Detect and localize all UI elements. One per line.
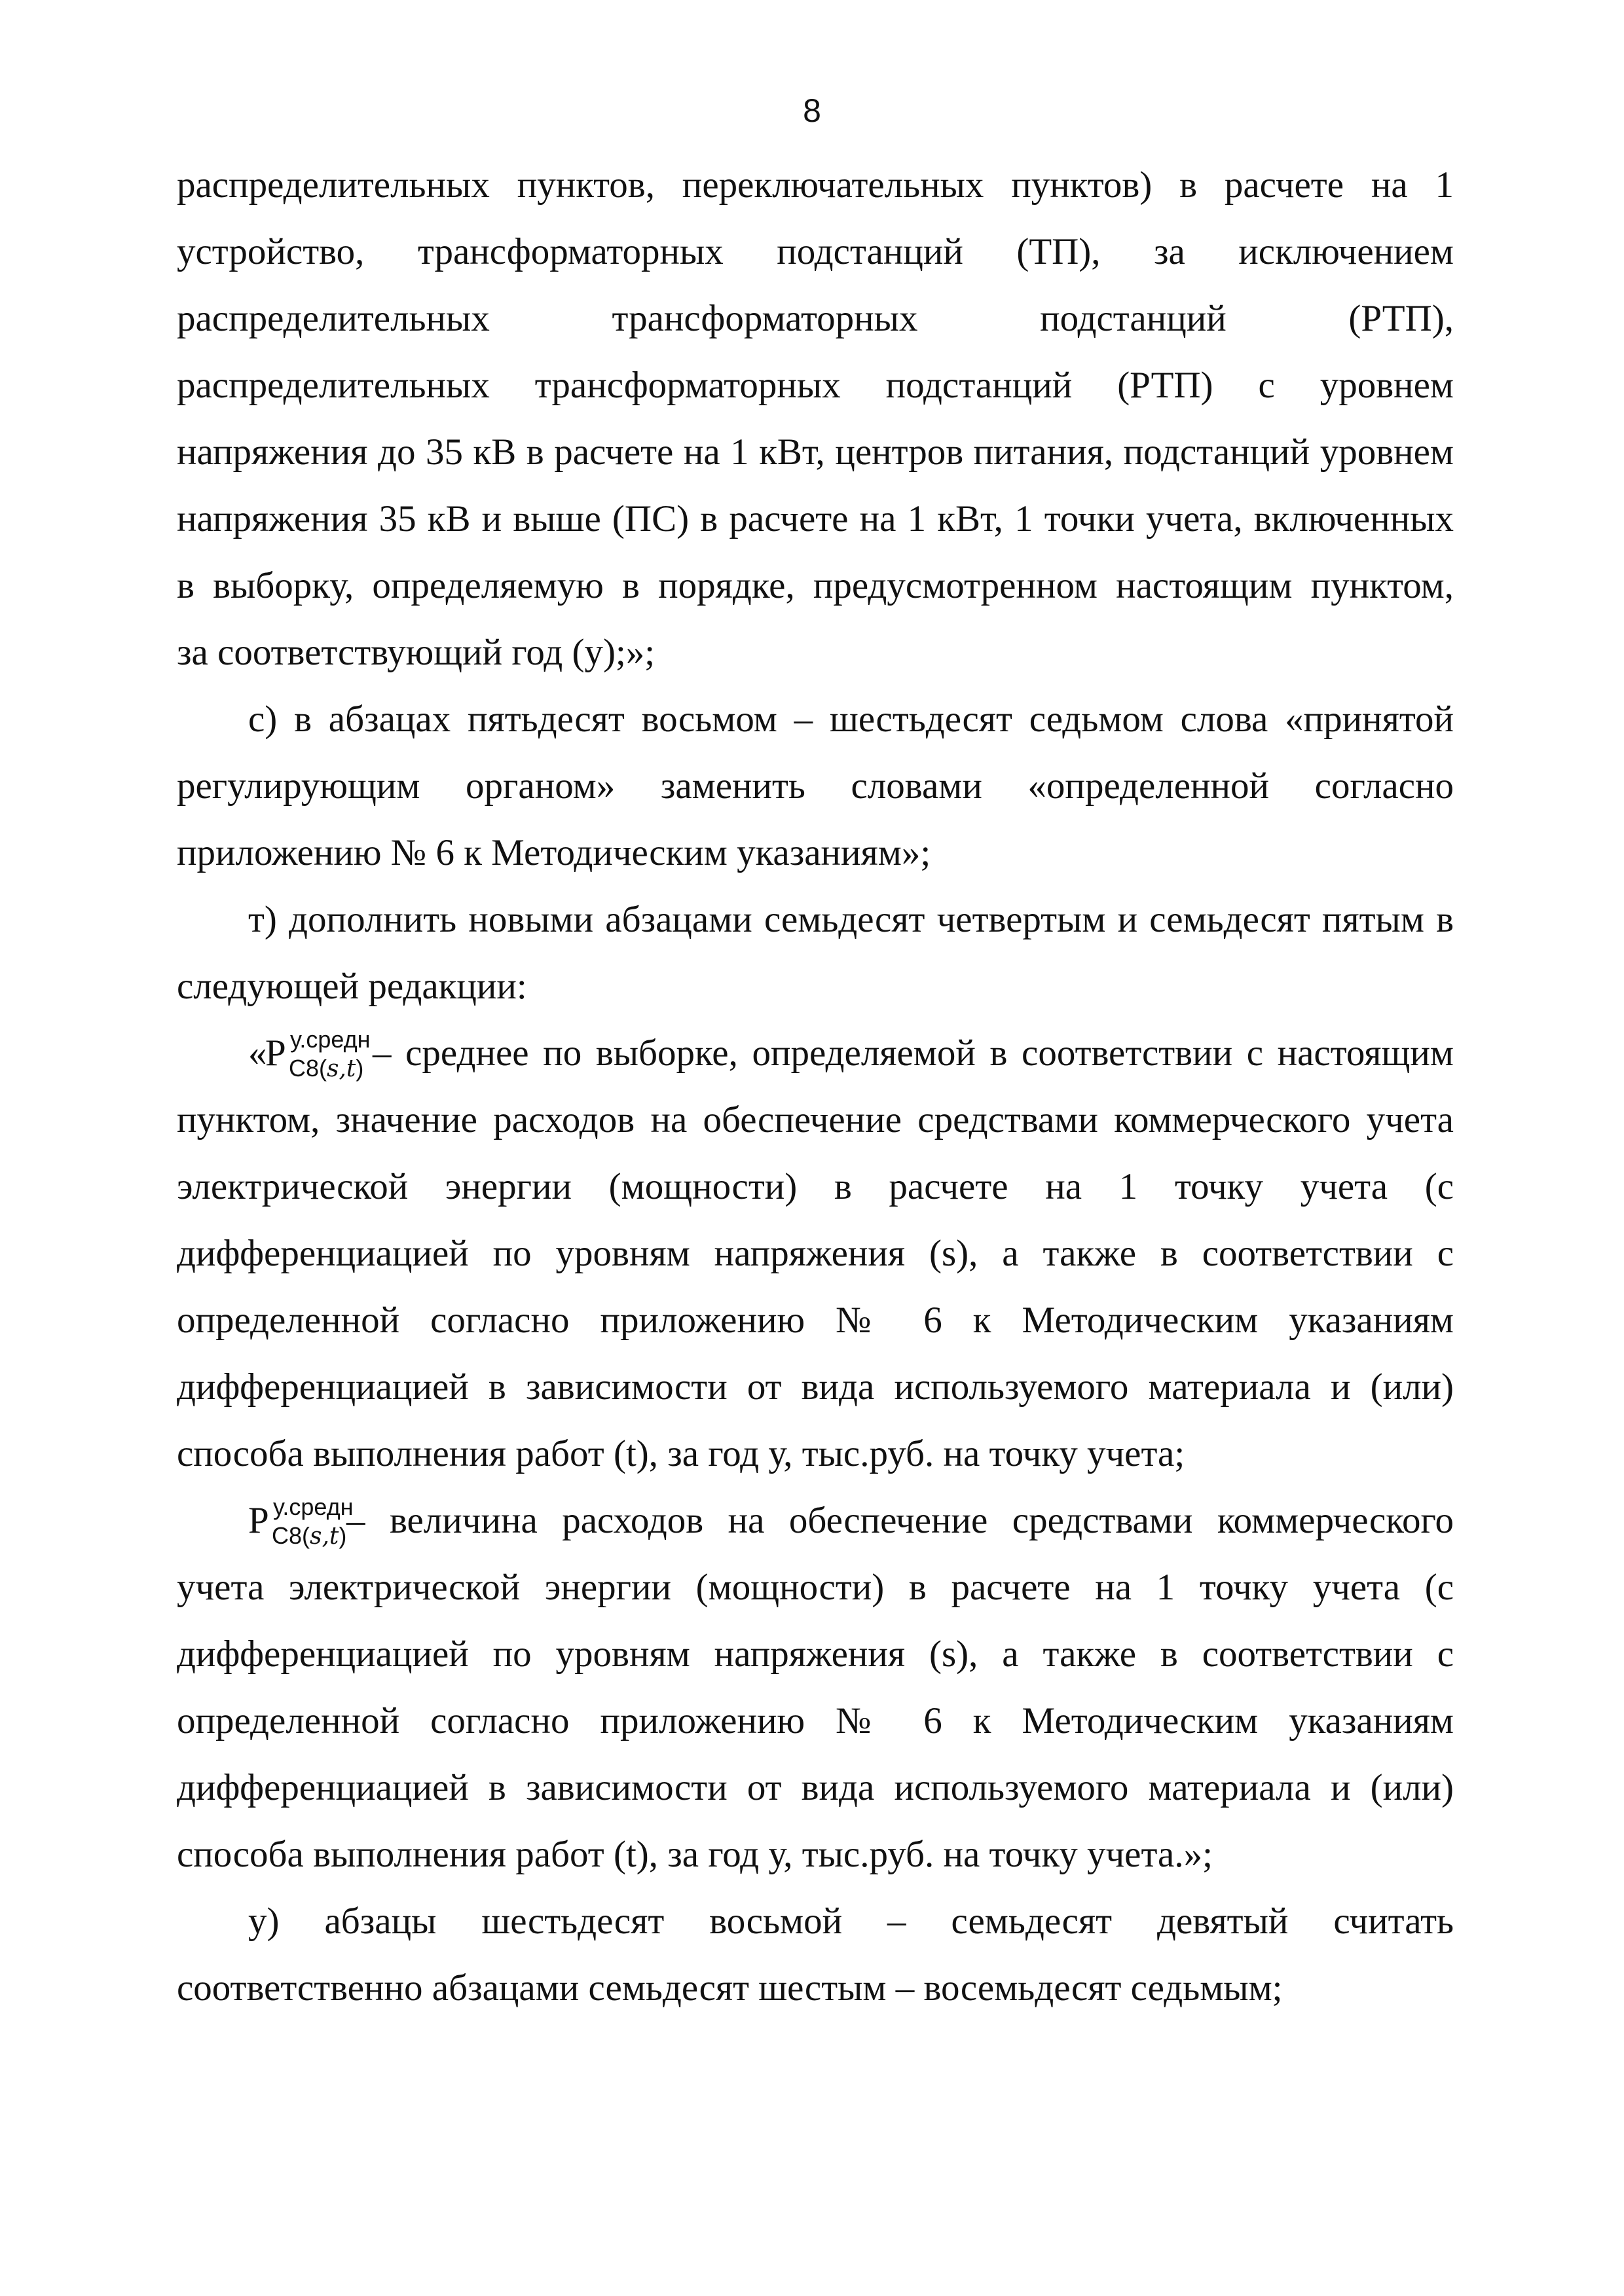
formula-line-text: – среднее по выборке, определяемой в соответствии с настоящим [373, 1032, 1454, 1074]
text-line: дифференциацией в зависимости от вида используемого материала и (или) [177, 1767, 1454, 1808]
formula-line [177, 1487, 1454, 1554]
text-line: регулирующим органом» заменить словами «определенной согласно [177, 765, 1454, 807]
formula-symbol: P [248, 1500, 269, 1541]
paragraph-continuation [177, 152, 1454, 686]
text-line: определенной согласно приложению № 6 к Методическим указаниям [177, 1300, 1454, 1341]
text-line: в выборку, определяемую в порядке, предусмотренном настоящим пунктом, [177, 565, 1454, 606]
formula-subscript-vars: s,t [310, 1523, 339, 1550]
text-line: за соответствующий год (у);»; [177, 632, 655, 673]
text-line: распределительных трансформаторных подстанций (РТП) с уровнем [177, 365, 1454, 406]
paragraph-item-u [177, 1888, 1454, 2022]
paragraph-definition-value [177, 1487, 1454, 1888]
text-line: устройство, трансформаторных подстанций (ТП), за исключением [177, 231, 1454, 272]
text-line: дифференциацией по уровням напряжения (s), а также в соответствии с [177, 1233, 1454, 1274]
page-number: 8 [803, 92, 821, 129]
formula-subscript-suffix: ) [356, 1055, 364, 1082]
text-line: с) в абзацах пятьдесят восьмом – шестьдесят седьмом слова «принятой [248, 699, 1454, 740]
text-line: распределительных трансформаторных подстанций (РТП), [177, 298, 1454, 339]
formula-subscript-vars: s,t [327, 1055, 356, 1082]
formula-superscript: у.средн [273, 1493, 354, 1520]
document-body [177, 152, 1454, 2022]
text-line: определенной согласно приложению № 6 к Методическим указаниям [177, 1700, 1454, 1741]
text-line: напряжения до 35 кВ в расчете на 1 кВт, центров питания, подстанций уровнем [177, 431, 1454, 473]
text-line: распределительных пунктов, переключательных пунктов) в расчете на 1 [177, 164, 1454, 206]
formula-subscript-prefix: С8( [289, 1055, 327, 1082]
text-line: способа выполнения работ (t), за год у, тыс.руб. на точку учета.»; [177, 1834, 1213, 1875]
formula-superscript: у.средн [290, 1026, 371, 1053]
formula-line-text: – величина расходов на обеспечение средствами коммерческого [346, 1500, 1454, 1541]
formula-subscript [272, 1523, 346, 1550]
formula-symbol: P [265, 1032, 286, 1074]
text-line: учета электрической энергии (мощности) в расчете на 1 точку учета (с [177, 1567, 1454, 1608]
text-line: дифференциацией в зависимости от вида используемого материала и (или) [177, 1366, 1454, 1408]
formula-line [177, 1020, 1454, 1087]
formula-open-quote: « [248, 1032, 267, 1074]
text-line: напряжения 35 кВ и выше (ПС) в расчете на 1 кВт, 1 точки учета, включенных [177, 498, 1454, 539]
text-line: у) абзацы шестьдесят восьмой – семьдесят девятый считать [248, 1901, 1454, 1942]
text-line: т) дополнить новыми абзацами семьдесят четвертым и семьдесят пятым в [248, 899, 1454, 940]
text-line: дифференциацией по уровням напряжения (s), а также в соответствии с [177, 1633, 1454, 1675]
formula-subscript-prefix: С8( [272, 1522, 310, 1549]
text-line: способа выполнения работ (t), за год у, тыс.руб. на точку учета; [177, 1433, 1185, 1474]
paragraph-item-t [177, 886, 1454, 1020]
text-line: следующей редакции: [177, 966, 527, 1007]
formula-subscript-suffix: ) [339, 1522, 347, 1549]
paragraph-item-s [177, 686, 1454, 886]
paragraph-definition-average [177, 1020, 1454, 1487]
text-line: электрической энергии (мощности) в расчете на 1 точку учета (с [177, 1166, 1454, 1207]
text-line: соответственно абзацами семьдесят шестым – восемьдесят седьмым; [177, 1967, 1283, 2009]
text-line: приложению № 6 к Методическим указаниям»; [177, 832, 931, 873]
text-line: пунктом, значение расходов на обеспечение средствами коммерческого учета [177, 1099, 1454, 1140]
formula-subscript [289, 1055, 363, 1082]
formula-p-c8-value [248, 1487, 354, 1554]
formula-p-c8-average [248, 1020, 373, 1087]
